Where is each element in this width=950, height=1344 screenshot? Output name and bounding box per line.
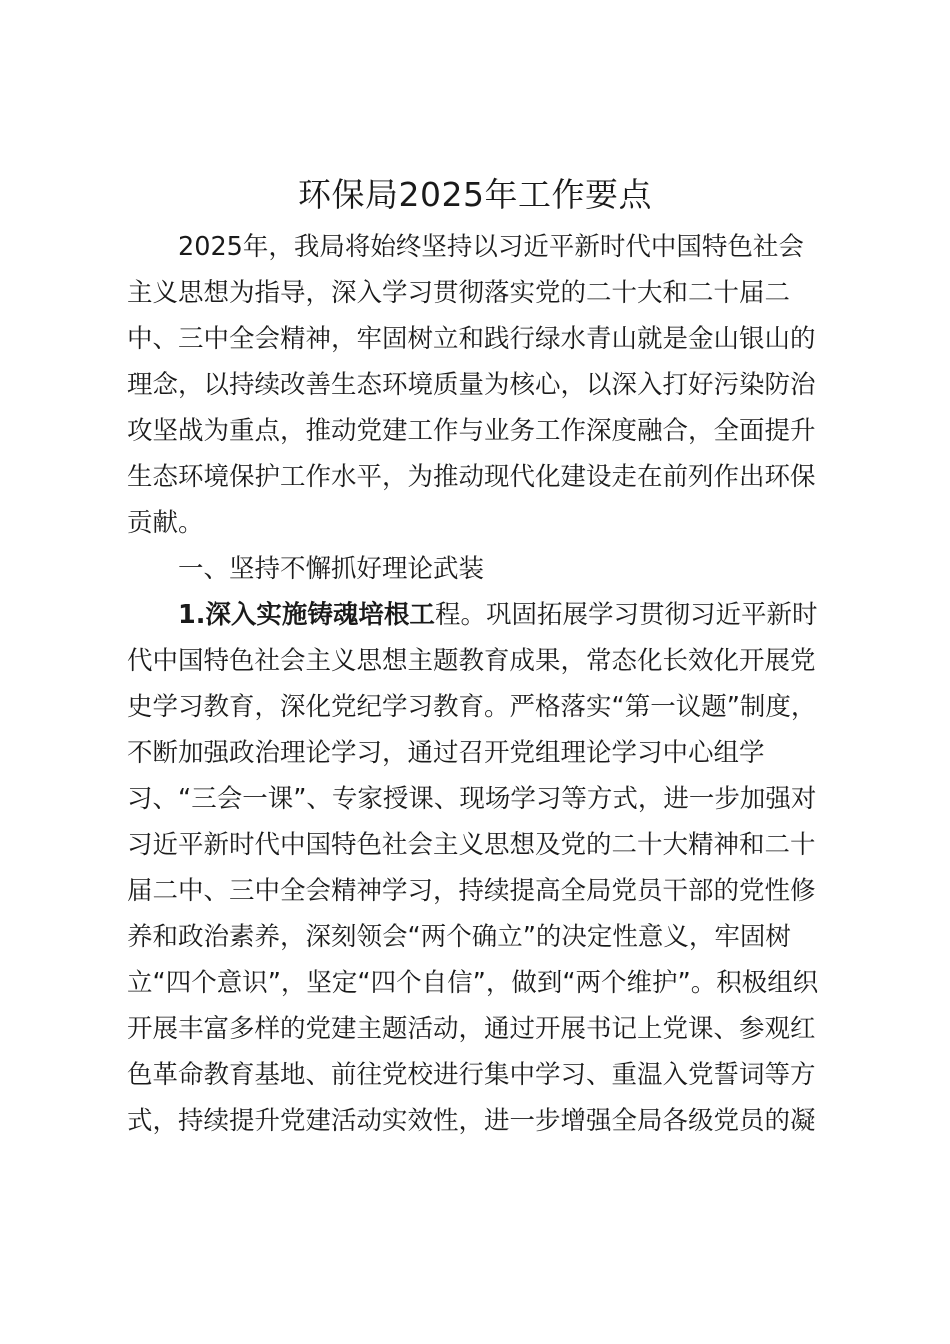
paragraph-line: 立“四个意识”，坚定“四个自信”，做到“两个维护”。积极组织 bbox=[127, 968, 819, 998]
paragraph-line: 中、三中全会精神，牢固树立和践行绿水青山就是金山银山的 bbox=[127, 324, 816, 354]
paragraph-line: 不断加强政治理论学习，通过召开党组理论学习中心组学 bbox=[127, 738, 765, 768]
paragraph-line: 养和政治素养，深刻领会“两个确立”的决定性意义，牢固树 bbox=[127, 922, 791, 952]
paragraph-line: 代中国特色社会主义思想主题教育成果，常态化长效化开展党 bbox=[127, 646, 816, 676]
section-heading: 一、坚持不懈抓好理论武装 bbox=[127, 554, 485, 584]
item-lead-rest: 程。巩固拓展学习贯彻习近平新时 bbox=[434, 600, 818, 630]
item-lead-bold: 1.深入实施铸魂培根工 bbox=[127, 600, 435, 630]
paragraph-line: 习近平新时代中国特色社会主义思想及党的二十大精神和二十 bbox=[127, 830, 816, 860]
paragraph-line: 理念，以持续改善生态环境质量为核心，以深入打好污染防治 bbox=[127, 370, 816, 400]
item-lead-line bbox=[127, 597, 822, 633]
paragraph-line: 2025年，我局将始终坚持以习近平新时代中国特色社会 bbox=[127, 232, 804, 262]
paragraph-line: 贡献。 bbox=[127, 508, 204, 538]
paragraph-line: 主义思想为指导，深入学习贯彻落实党的二十大和二十届二 bbox=[127, 278, 791, 308]
paragraph-line: 攻坚战为重点，推动党建工作与业务工作深度融合，全面提升 bbox=[127, 416, 816, 446]
paragraph-line: 开展丰富多样的党建主题活动，通过开展书记上党课、参观红 bbox=[127, 1014, 816, 1044]
paragraph-line: 史学习教育，深化党纪学习教育。严格落实“第一议题”制度， bbox=[127, 692, 817, 722]
paragraph-line: 色革命教育基地、前往党校进行集中学习、重温入党誓词等方 bbox=[127, 1060, 816, 1090]
paragraph-line: 生态环境保护工作水平，为推动现代化建设走在前列作出环保 bbox=[127, 462, 816, 492]
paragraph-line: 习、“三会一课”、专家授课、现场学习等方式，进一步加强对 bbox=[127, 784, 817, 814]
document-title: 环保局2025年工作要点 bbox=[298, 175, 652, 214]
paragraph-line: 式，持续提升党建活动实效性，进一步增强全局各级党员的凝 bbox=[127, 1106, 816, 1136]
paragraph-line: 届二中、三中全会精神学习，持续提高全局党员干部的党性修 bbox=[127, 876, 816, 906]
